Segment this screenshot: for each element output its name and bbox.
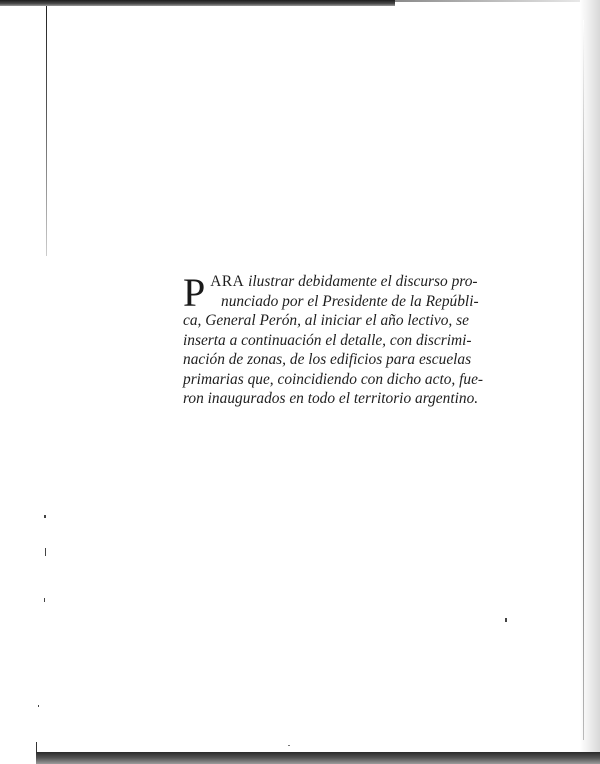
paragraph-line-4: inserta a continuación el detalle, con discrimi- xyxy=(183,331,472,349)
scan-bottom-edge xyxy=(36,752,600,764)
first-word-rest: ARA xyxy=(210,273,245,290)
paragraph-line-5: nación de zonas, de los edificios para escuelas xyxy=(183,351,472,368)
scan-speck xyxy=(44,515,46,518)
paragraph-line-3: ca, General Perón, al iniciar el año lectivo, se xyxy=(183,312,469,329)
paragraph-line-6: primarias que, coincidiendo con dicho acto, fue- xyxy=(183,370,484,388)
scan-right-line xyxy=(583,20,584,740)
scan-speck xyxy=(45,548,46,556)
paragraph-line-1 xyxy=(183,272,513,292)
scan-top-edge-fade xyxy=(395,0,600,2)
scan-speck xyxy=(288,745,290,746)
drop-cap-letter: P xyxy=(183,270,206,315)
paragraph-line-7: ron inaugurados en todo el territorio argentino. xyxy=(183,390,479,407)
scan-speck xyxy=(44,598,45,602)
scan-speck xyxy=(505,618,507,622)
scan-speck xyxy=(38,705,39,707)
intro-paragraph xyxy=(183,272,513,409)
paragraph-line-2: nunciado por el Presidente de la Repúbli- xyxy=(221,292,479,310)
scan-top-edge xyxy=(0,0,395,6)
scan-left-edge xyxy=(46,6,47,256)
paragraph-line-1-text: ilustrar debidamente el discurso pro- xyxy=(244,273,478,290)
